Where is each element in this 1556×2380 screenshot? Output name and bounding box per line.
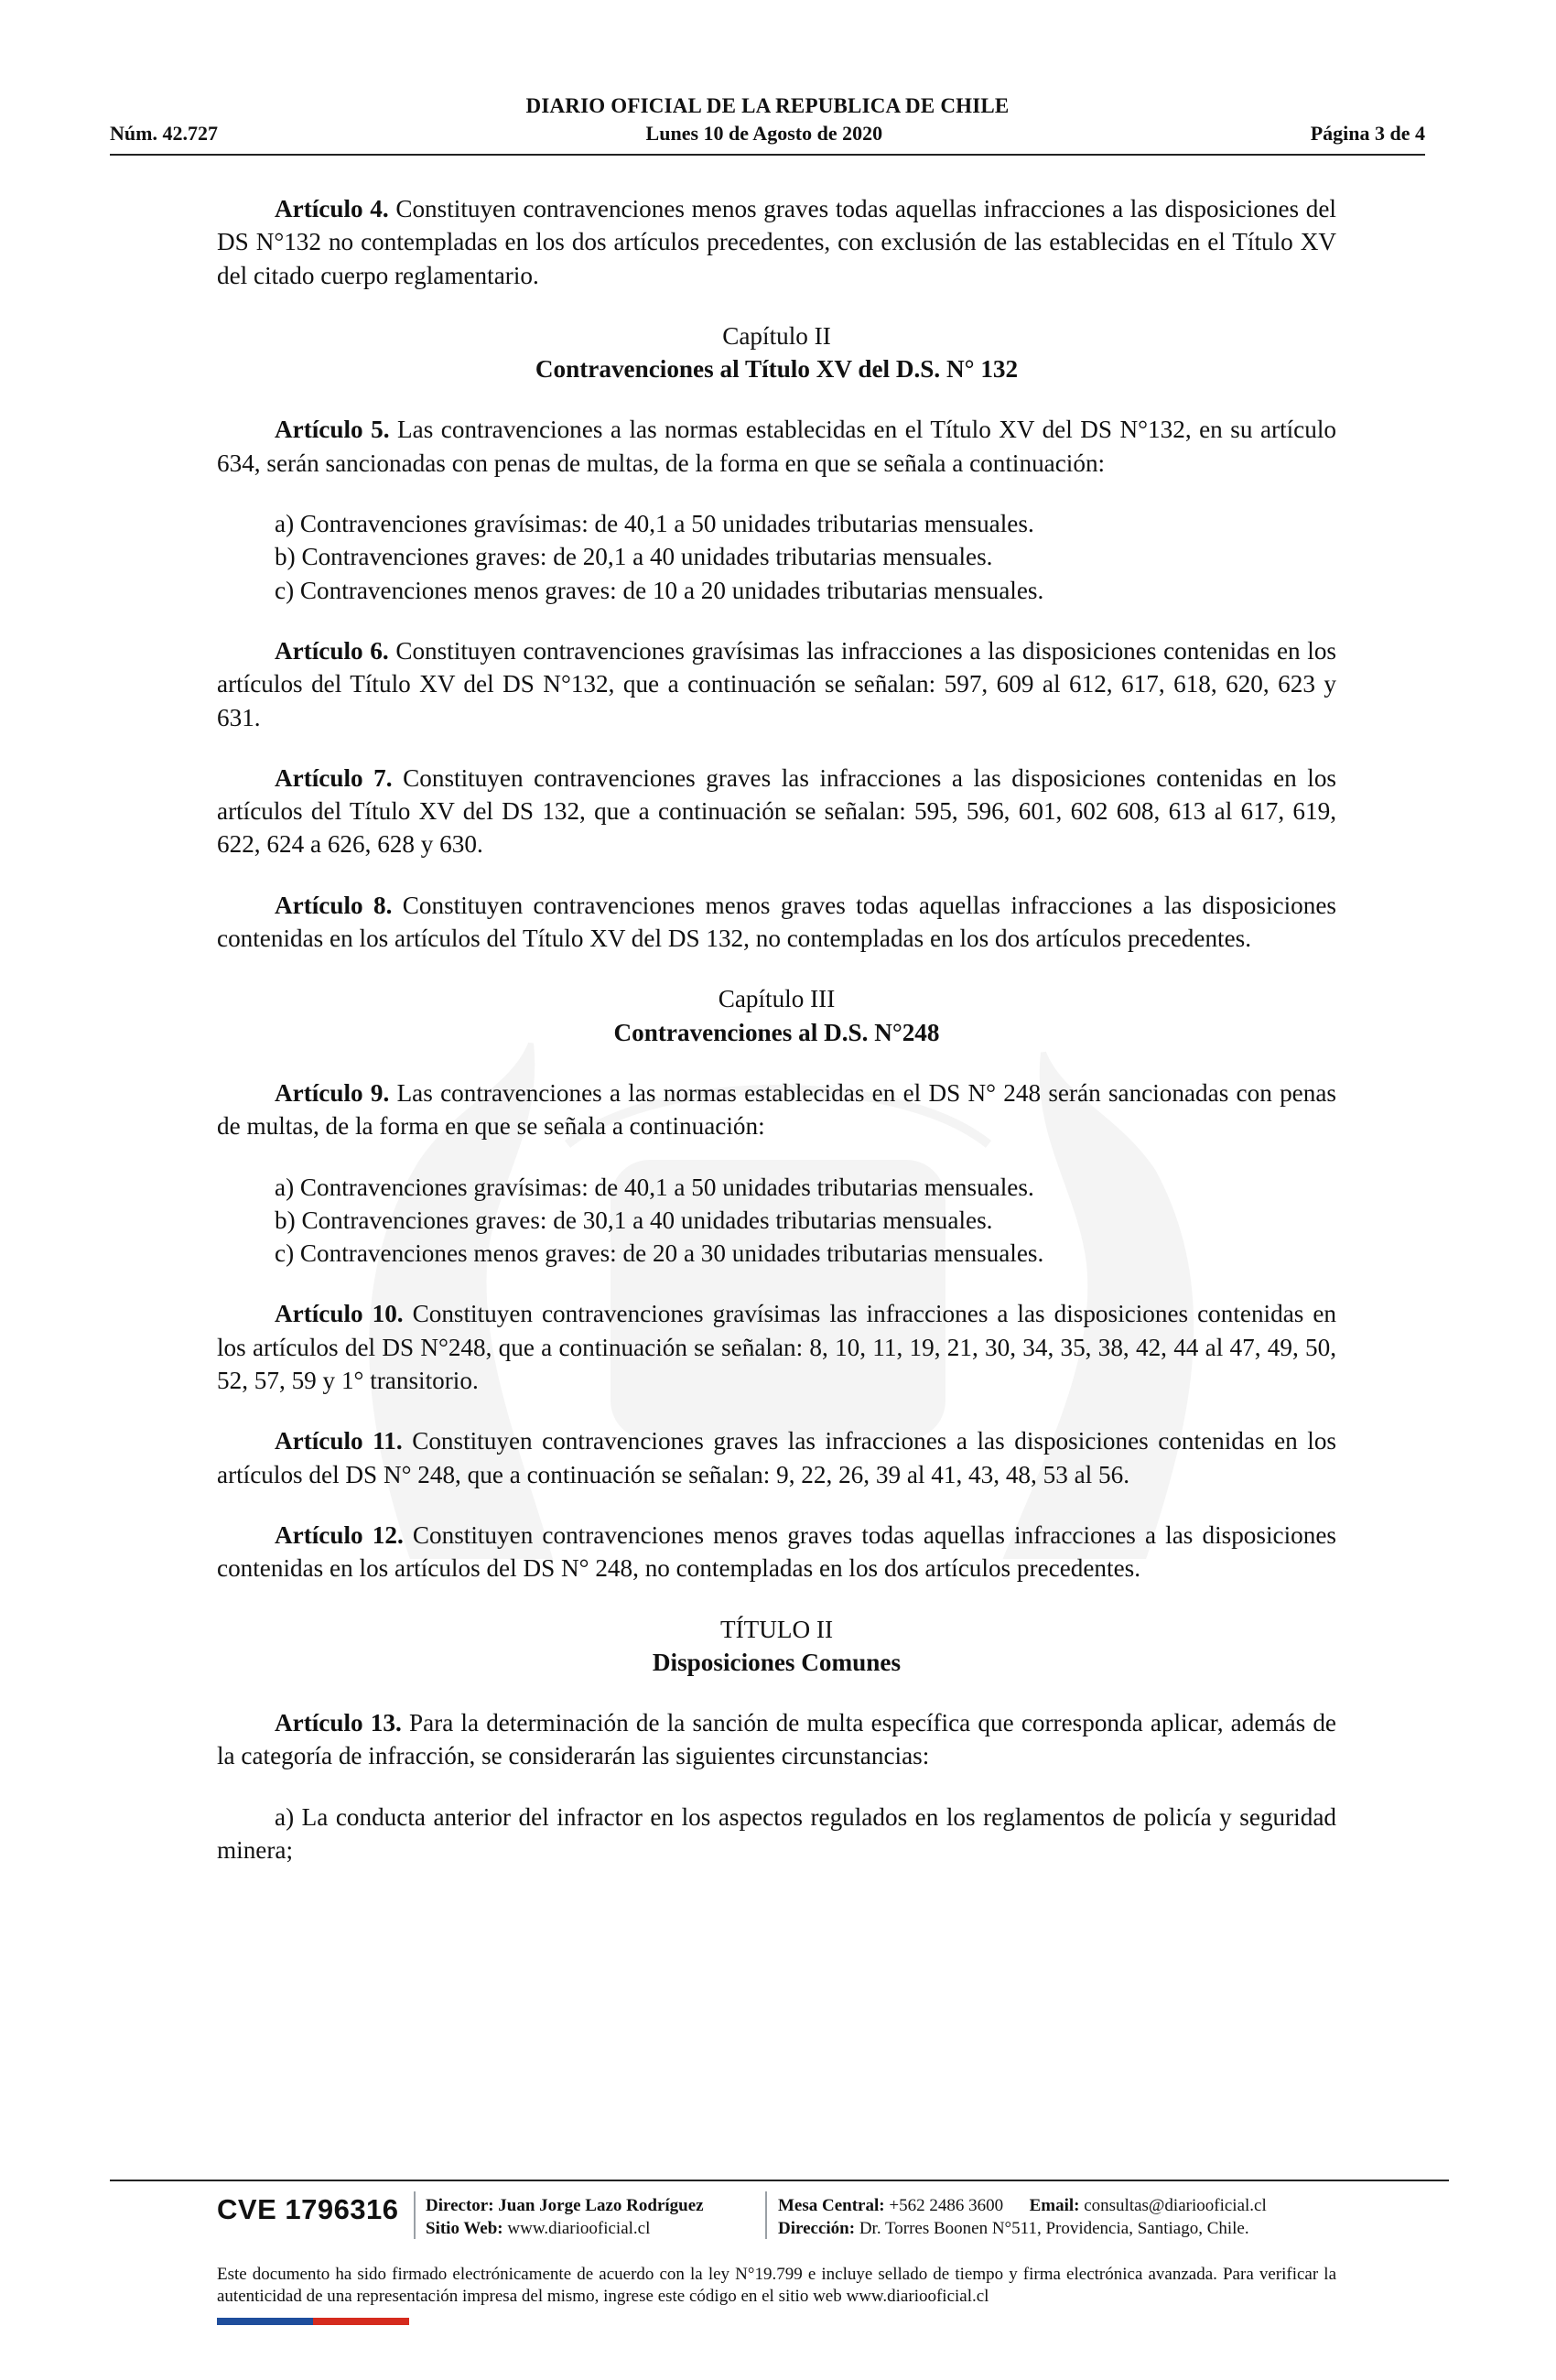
director-label: Director: [426, 2196, 494, 2215]
phone-value: +562 2486 3600 [889, 2196, 1004, 2215]
page-number: Página 3 de 4 [1310, 122, 1425, 145]
email-link[interactable]: consultas@diariooficial.cl [1084, 2196, 1267, 2215]
article-text: Constituyen contravenciones menos graves todas aquellas infracciones a las disposiciones del DS N°132 no contempladas en los dos artículos precedentes, con exclusión de las establecidas en el Título XV del citado cuerpo reglamentario. [217, 195, 1336, 289]
article-13 [217, 1706, 1336, 1773]
article-text: Las contravenciones a las normas establecidas en el Título XV del DS N°132, en su artículo 634, serán sancionadas con penas de multas, de la forma en que se señala a continuación: [217, 416, 1336, 477]
article-label: Artículo 11. [275, 1427, 403, 1455]
article-label: Artículo 9. [275, 1078, 390, 1107]
chapter-2-label: Capítulo II [722, 321, 831, 350]
list-item: c) Contravenciones menos graves: de 20 a 30 unidades tributarias mensuales. [275, 1239, 1044, 1268]
flag-stripe-blue [217, 2318, 313, 2325]
footer-contact-block [778, 2194, 1267, 2240]
list-item: a) La conducta anterior del infractor en los aspectos regulados en los reglamentos de policía y seguridad minera; [217, 1802, 1336, 1864]
director-name: Juan Jorge Lazo Rodríguez [498, 2196, 704, 2215]
article-12 [217, 1519, 1336, 1585]
footer-divider [110, 2180, 1449, 2181]
title-2-title: Disposiciones Comunes [652, 1648, 902, 1676]
title-2-label: TÍTULO II [719, 1615, 834, 1643]
list-item: c) Contravenciones menos graves: de 10 a 20 unidades tributarias mensuales. [275, 576, 1044, 604]
article-text: Constituyen contravenciones menos graves todas aquellas infracciones a las disposiciones contenidas en los artículos del Título XV del DS 132, no contempladas en los dos artículos precedentes. [217, 891, 1336, 953]
issue-number: Núm. 42.727 [110, 122, 218, 145]
chapter-3-title: Contravenciones al D.S. N°248 [613, 1018, 940, 1046]
publication-title: DIARIO OFICIAL DE LA REPUBLICA DE CHILE [525, 94, 1010, 117]
header-row [110, 122, 1425, 146]
website-link[interactable]: www.diariooficial.cl [507, 2219, 651, 2238]
list-item: b) Contravenciones graves: de 30,1 a 40 unidades tributarias mensuales. [275, 1206, 993, 1234]
cve-code: CVE 1796316 [217, 2193, 399, 2225]
article-label: Artículo 5. [275, 416, 390, 444]
article-text: Las contravenciones a las normas establecidas en el DS N° 248 serán sancionadas con penas de multas, de la forma en que se señala a continuación: [217, 1078, 1336, 1141]
article-6 [217, 634, 1336, 734]
email-label: Email: [1029, 2196, 1080, 2215]
document-body [217, 192, 1336, 1866]
article-5 [217, 413, 1336, 480]
chapter-2-title: Contravenciones al Título XV del D.S. N° 132 [535, 355, 1019, 384]
article-label: Artículo 6. [275, 636, 389, 665]
article-label: Artículo 8. [275, 891, 393, 919]
legal-notice: Este documento ha sido firmado electrónicamente de acuerdo con la ley N°19.799 e incluye sellado de tiempo y firma electrónica avanzada. Para verificar la autenticidad de una representación impresa del mismo, ingrese este código en el sitio web www.diariooficial.cl [217, 2265, 1336, 2306]
article-7 [217, 762, 1336, 861]
flag-stripe-red [313, 2318, 409, 2325]
website-label: Sitio Web: [426, 2219, 503, 2238]
address-label: Dirección: [778, 2219, 856, 2238]
issue-date: Lunes 10 de Agosto de 2020 [645, 122, 883, 145]
list-item: a) Contravenciones gravísimas: de 40,1 a 50 unidades tributarias mensuales. [275, 1173, 1034, 1201]
phone-label: Mesa Central: [778, 2196, 885, 2215]
article-text: Constituyen contravenciones gravísimas las infracciones a las disposiciones contenidas en los artículos del DS N°248, que a continuación se señalan: 8, 10, 11, 19, 21, 30, 34, 35, 38, 42, 44 al 47, 49, 50, 52, 57, 59 y 1° transitorio. [217, 1300, 1336, 1395]
article-text: Para la determinación de la sanción de multa específica que corresponda aplicar, además de la categoría de infracción, se considerarán las siguientes circunstancias: [217, 1709, 1336, 1770]
article-4 [217, 192, 1336, 292]
article-text: Constituyen contravenciones menos graves todas aquellas infracciones a las disposiciones contenidas en los artículos del DS N° 248, no contempladas en los dos artículos precedentes. [217, 1520, 1336, 1583]
list-item: a) Contravenciones gravísimas: de 40,1 a 50 unidades tributarias mensuales. [275, 510, 1034, 538]
article-label: Artículo 10. [275, 1300, 404, 1328]
footer-separator [414, 2191, 416, 2239]
article-text: Constituyen contravenciones graves las infracciones a las disposiciones contenidas en los artículos del DS N° 248, que a continuación se señalan: 9, 22, 26, 39 al 41, 43, 48, 53 al 56. [217, 1427, 1336, 1488]
flag-stripe [217, 2318, 409, 2325]
article-11 [217, 1424, 1336, 1491]
article-label: Artículo 4. [275, 195, 389, 222]
article-9 [217, 1076, 1336, 1143]
address-value: Dr. Torres Boonen N°511, Providencia, Santiago, Chile. [859, 2219, 1249, 2238]
article-label: Artículo 12. [275, 1520, 404, 1549]
article-label: Artículo 13. [275, 1709, 402, 1737]
footer-director-block [426, 2194, 704, 2240]
article-10 [217, 1297, 1336, 1397]
article-label: Artículo 7. [275, 763, 393, 792]
footer-separator [765, 2191, 767, 2239]
header-divider [110, 154, 1425, 156]
chapter-3-label: Capítulo III [718, 985, 836, 1013]
list-item: b) Contravenciones graves: de 20,1 a 40 unidades tributarias mensuales. [275, 543, 993, 571]
article-text: Constituyen contravenciones gravísimas las infracciones a las disposiciones contenidas en los artículos del Título XV del DS N°132, que a continuación se señalan: 597, 609 al 612, 617, 618, 620, 623 y 631. [217, 636, 1336, 731]
article-text: Constituyen contravenciones graves las infracciones a las disposiciones contenidas en los artículos del Título XV del DS 132, que a continuación se señalan: 595, 596, 601, 602 608, 613 al 617, 619, 622, 624 a 626, 628 y 630. [217, 763, 1336, 859]
article-8 [217, 889, 1336, 956]
